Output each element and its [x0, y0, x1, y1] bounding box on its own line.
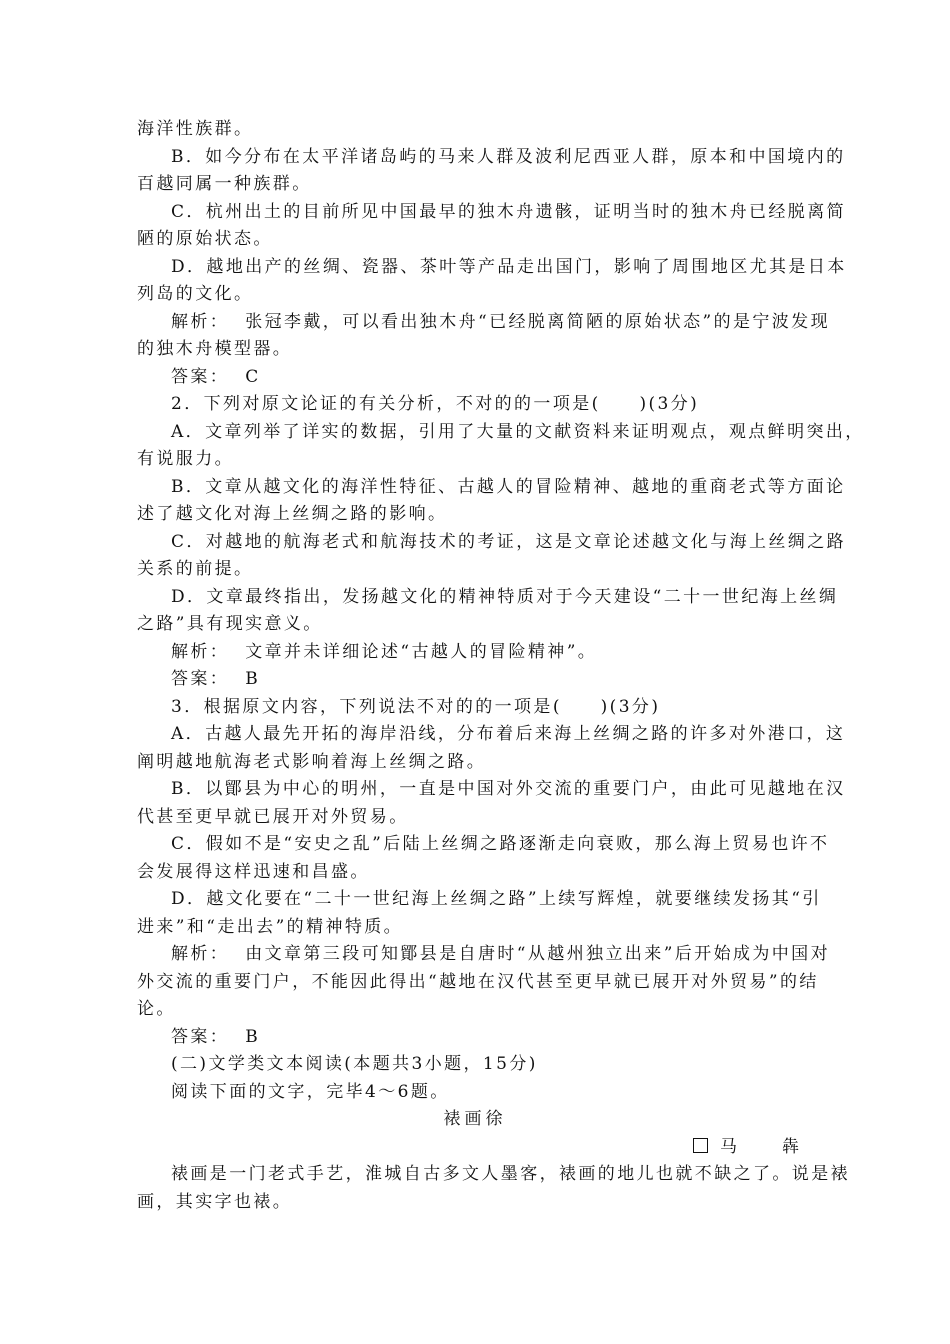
- q2-option-c-line1: C．对越地的航海老式和航海技术的考证，这是文章论述越文化与海上丝绸之路: [171, 531, 847, 552]
- q3-analysis-label: 解析：: [171, 944, 230, 964]
- story-title: 裱画徐: [443, 1109, 507, 1129]
- q2-option-a-line1: A．文章列举了详实的数据，引用了大量的文献资料来证明观点，观点鲜明突出，: [171, 421, 865, 442]
- q1-fragment: 海洋性族群。: [137, 119, 254, 139]
- story-paragraph-line1: 裱画是一门老式手艺，淮城自古多文人墨客，裱画的地儿也就不缺之了。说是裱: [171, 1164, 850, 1184]
- q3-option-d-line2: 进来”和“走出去”的精神特质。: [137, 916, 404, 937]
- q1-option-d-line1: D．越地出产的丝绸、瓷器、茶叶等产品走出国门，影响了周围地区尤其是日本: [171, 256, 847, 277]
- section-instruction: 阅读下面的文字，完毕4～6题。: [171, 1081, 450, 1102]
- story-author-line: [137, 1134, 813, 1162]
- q3-option-c-line1: C．假如不是“安史之乱”后陆上丝绸之路逐渐走向衰败，那么海上贸易也许不: [171, 834, 830, 854]
- q1-answer: [137, 364, 813, 392]
- q1-analysis-line2: 的独木舟模型器。: [137, 339, 293, 359]
- q3-analysis-line3: 论。: [137, 999, 176, 1019]
- document-page: [137, 116, 865, 1216]
- q3-answer: [137, 1024, 813, 1052]
- q2-option-b-line2: 述了越文化对海上丝绸之路的影响。: [137, 504, 448, 524]
- story-paragraph-line2: 画，其实字也裱。: [137, 1191, 293, 1212]
- q2-analysis: [137, 639, 813, 667]
- q2-answer-value: B: [245, 669, 261, 689]
- section-heading: (二)文学类文本阅读(本题共3小题，15分): [171, 1054, 538, 1074]
- q3-option-d-line1: D．越文化要在“二十一世纪海上丝绸之路”上续写辉煌，就要继续发扬其“引: [171, 889, 822, 909]
- story-author: 马 犇: [720, 1136, 813, 1157]
- q3-stem: 3．根据原文内容，下列说法不对的的一项是( )(3分): [171, 696, 661, 717]
- q1-option-c-line2: 陋的原始状态。: [137, 229, 273, 249]
- q1-option-b-line1: B．如今分布在太平洋诸岛屿的马来人群及波利尼西亚人群，原本和中国境内的: [171, 146, 846, 167]
- q2-analysis-text: 文章并未详细论述“古越人的冒险精神”。: [245, 641, 598, 662]
- q2-stem: 2．下列对原文论证的有关分析，不对的的一项是( )(3分): [171, 394, 700, 414]
- q3-option-a-line2: 阐明越地航海老式影响着海上丝绸之路。: [137, 751, 487, 772]
- q2-answer-label: 答案：: [171, 669, 230, 689]
- q1-answer-label: 答案：: [171, 366, 230, 387]
- q2-option-b-line1: B．文章从越文化的海洋性特征、古越人的冒险精神、越地的重商老式等方面论: [171, 476, 846, 497]
- q1-option-b-line2: 百越同属一种族群。: [137, 174, 312, 194]
- q3-analysis-line2: 外交流的重要门户，不能因此得出“越地在汉代甚至更早就已展开对外贸易”的结: [137, 971, 819, 992]
- q2-option-d-line1: D．文章最终指出，发扬越文化的精神特质对于今天建设“二十一世纪海上丝绸: [171, 586, 839, 607]
- q2-option-c-line2: 关系的前提。: [137, 559, 254, 579]
- q3-option-b-line1: B．以鄮县为中心的明州，一直是中国对外交流的重要门户，由此可见越地在汉: [171, 779, 846, 799]
- q1-answer-value: C: [245, 366, 261, 387]
- q3-option-b-line2: 代甚至更早就已展开对外贸易。: [137, 806, 409, 827]
- q1-analysis-line1: [137, 309, 830, 337]
- q3-analysis-line1: [137, 941, 830, 969]
- q2-analysis-label: 解析：: [171, 641, 230, 662]
- q1-analysis-text: 张冠李戴，可以看出独木舟“已经脱离简陋的原始状态”的是宁波发现: [245, 311, 830, 332]
- q2-option-d-line2: 之路”具有现实意义。: [137, 614, 323, 634]
- q3-option-c-line2: 会发展得这样迅速和昌盛。: [137, 861, 370, 882]
- checkbox-square-icon: [693, 1138, 708, 1153]
- q1-option-d-line2: 列岛的文化。: [137, 284, 254, 304]
- q3-option-a-line1: A．古越人最先开拓的海岸沿线，分布着后来海上丝绸之路的许多对外港口，这: [171, 724, 846, 744]
- q2-answer: [137, 666, 813, 694]
- q3-answer-label: 答案：: [171, 1026, 230, 1047]
- q1-option-c-line1: C．杭州出土的目前所见中国最早的独木舟遗骸，证明当时的独木舟已经脱离简: [171, 201, 847, 222]
- q3-analysis-text: 由文章第三段可知鄮县是自唐时“从越州独立出来”后开始成为中国对: [245, 944, 830, 964]
- q1-analysis-label: 解析：: [171, 311, 230, 332]
- q2-option-a-line2: 有说服力。: [137, 449, 234, 469]
- q3-answer-value: B: [245, 1026, 261, 1047]
